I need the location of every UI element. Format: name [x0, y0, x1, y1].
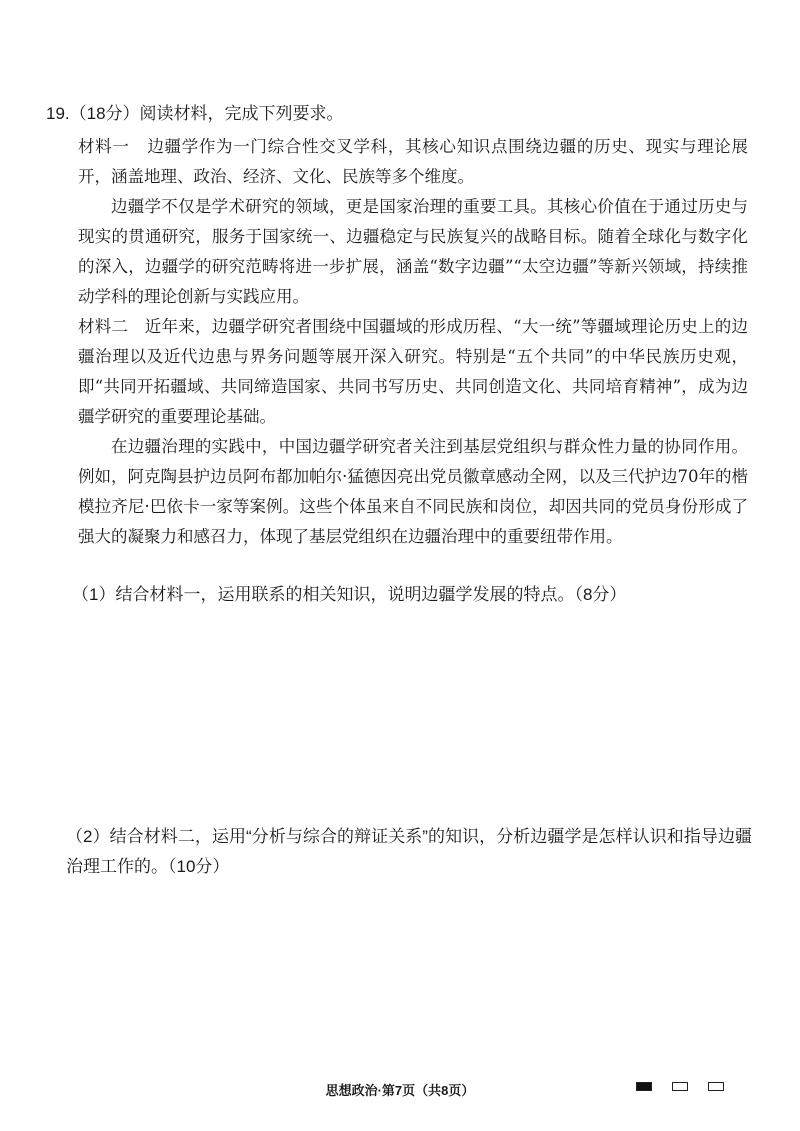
sub-question-2: （2）结合材料二，运用“分析与综合的辩证关系”的知识，分析边疆学是怎样认识和指导边疆治理工作的。（10分） — [66, 827, 752, 876]
material-1-label: 材料一 — [78, 137, 130, 156]
question-header: 19.（18分）阅读材料，完成下列要求。 — [46, 104, 344, 123]
empty-mark-icon — [672, 1082, 688, 1091]
sub-question-1: （1）结合材料一，运用联系的相关知识，说明边疆学发展的特点。（8分） — [72, 585, 627, 604]
material-1 — [78, 132, 748, 312]
material-1-para-1-text: 边疆学作为一门综合性交叉学科，其核心知识点围绕边疆的历史、现实与理论展开，涵盖地理、政治、经济、文化、民族等多个维度。 — [78, 137, 748, 186]
page-footer: 思想政治·第7页（共8页） — [325, 1083, 475, 1098]
material-2-para-2: 在边疆治理的实践中，中国边疆学研究者关注到基层党组织与群众性力量的协同作用。例如，阿克陶县护边员阿布都加帕尔·猛德因亮出党员徽章感动全网，以及三代护边70年的楷模拉齐尼·巴依卡一家等案例。这些个体虽来自不同民族和岗位，却因共同的党员身份形成了强大的凝聚力和感召力，体现了基层党组织在边疆治理中的重要纽带作用。 — [78, 437, 748, 546]
material-2-para-1-text: 近年来，边疆学研究者围绕中国疆域的形成历程、“大一统”等疆域理论历史上的边疆治理以及近代边患与界务问题等展开深入研究。特别是“五个共同”的中华民族历史观，即“共同开拓疆域、共同缔造国家、共同书写历史、共同创造文化、共同培育精神”，成为边疆学研究的重要理论基础。 — [78, 317, 748, 426]
material-2-label: 材料二 — [78, 317, 129, 336]
scan-marks — [636, 1082, 724, 1091]
material-1-para-2: 边疆学不仅是学术研究的领域，更是国家治理的重要工具。其核心价值在于通过历史与现实的贯通研究，服务于国家统一、边疆稳定与民族复兴的战略目标。随着全球化与数字化的深入，边疆学的研究范畴将进一步扩展，涵盖“数字边疆”“太空边疆”等新兴领域，持续推动学科的理论创新与实践应用。 — [78, 197, 748, 306]
empty-mark-icon — [708, 1082, 724, 1091]
material-2 — [78, 312, 748, 552]
material-2-para-1 — [78, 312, 748, 432]
material-1-para-1 — [78, 132, 748, 192]
filled-mark-icon — [636, 1082, 652, 1091]
